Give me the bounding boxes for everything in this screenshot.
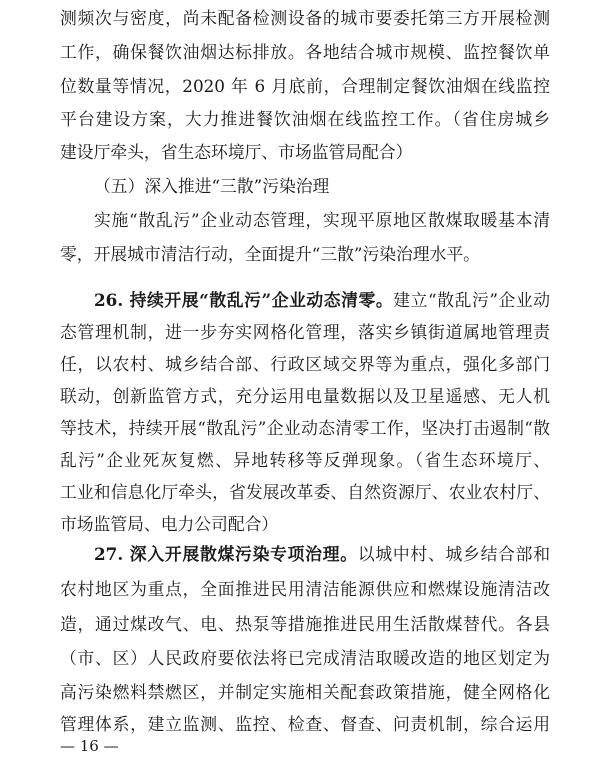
text-line: 高污染燃料禁燃区，并制定实施相关配套政策措施，健全网格化 (60, 682, 550, 702)
text-line: （市、区）人民政府要依法将已完成清洁取暖改造的地区划定为 (60, 648, 550, 668)
text-line: 管理体系，建立监测、监控、检查、督查、问责机制，综合运用 (60, 714, 550, 734)
item-26-first-line (60, 286, 550, 314)
text-line: 等技术，持续开展“散乱污”企业动态清零工作，坚决打击遏制“散 (60, 418, 550, 438)
text-line: 工作，确保餐饮油烟达标排放。各地结合城市规模、监控餐饮单 (60, 42, 550, 62)
text-line: 测频次与密度，尚未配备检测设备的城市要委托第三方开展检测 (60, 8, 550, 28)
text-line: 联动，创新监管方式，充分运用电量数据以及卫星遥感、无人机 (60, 386, 550, 406)
text-line: 平台建设方案，大力推进餐饮油烟在线监控工作。（省住房城乡 (60, 109, 550, 129)
text-line: 任，以农村、城乡结合部、行政区域交界等为重点，强化多部门 (60, 354, 550, 374)
text-line: 农村地区为重点，全面推进民用清洁能源供应和燃煤设施清洁改 (60, 579, 550, 599)
text-line: 态管理机制，进一步夯实网格化管理，落实乡镇街道属地管理责 (60, 322, 550, 342)
item-27-first-line (60, 540, 550, 568)
item-26-heading: 26. 持续开展“散乱污”企业动态清零。 (94, 290, 394, 310)
text-line: 零，开展城市清洁行动，全面提升“三散”污染治理水平。 (60, 244, 480, 264)
section-heading: （五）深入推进“三散”污染治理 (94, 176, 330, 196)
text-line: 工业和信息化厅牵头，省发展改革委、自然资源厅、农业农村厅、 (60, 482, 550, 502)
page-number: — 16 — (60, 737, 119, 755)
text-line: 乱污”企业死灰复燃、异地转移等反弹现象。（省生态环境厅、 (60, 450, 550, 470)
text-line: 市场监管局、电力公司配合） (60, 514, 279, 534)
item-27-heading: 27. 深入开展散煤污染专项治理。 (94, 544, 358, 564)
item-26-first-rest: 建立“散乱污”企业动 (393, 290, 550, 310)
text-line: 位数量等情况，2020 年 6 月底前，合理制定餐饮油烟在线监控 (60, 76, 550, 96)
item-27-first-rest: 以城中村、城乡结合部和 (357, 544, 550, 564)
text-line: 实施“散乱污”企业动态管理，实现平原地区散煤取暖基本清 (94, 210, 550, 230)
text-line: 建设厅牵头，省生态环境厅、市场监管局配合） (60, 142, 413, 162)
text-line: 造，通过煤改气、电、热泵等措施推进民用生活散煤替代。各县 (60, 614, 550, 634)
